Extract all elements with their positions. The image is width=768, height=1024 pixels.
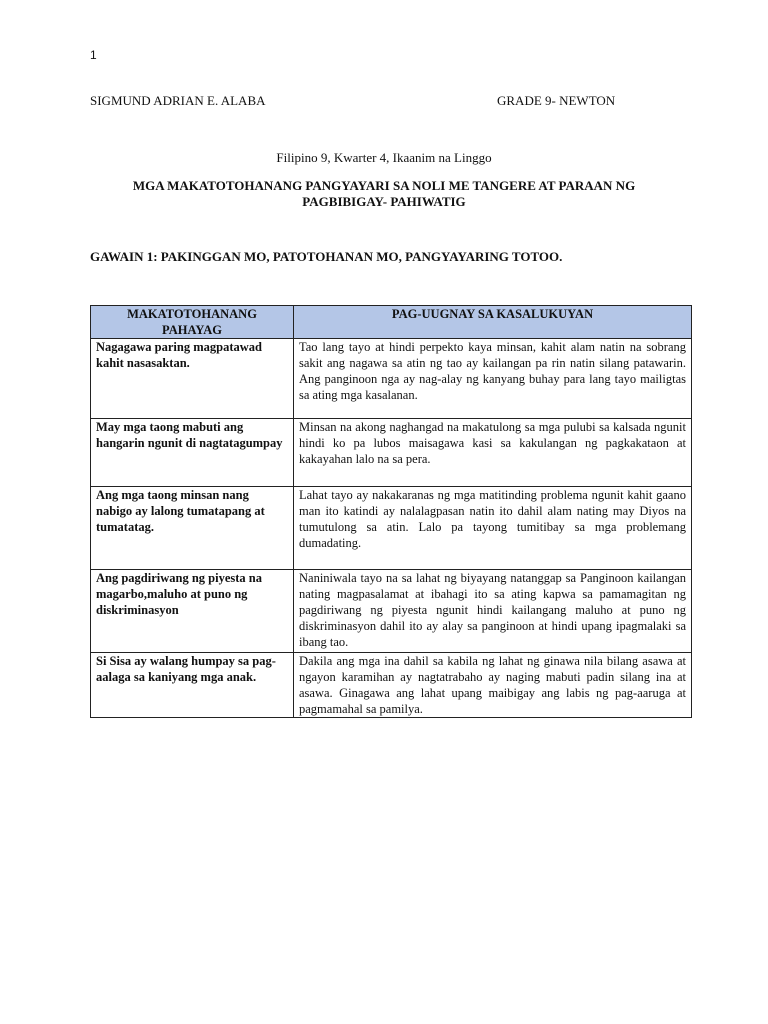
page-number: 1 [90,48,97,62]
table-row [91,339,692,419]
table-header-row [91,306,692,339]
relation-cell: Dakila ang mga ina dahil sa kabila ng lahat ng ginawa nila bilang asawa at ngayon karamihan ay nagtatrabaho ay naging mabuti padin silang ina at asawa. Ginagawa ang lahat upang maibigay ang labis ng pag-aaruga at pagmamahal sa pamilya. [294,653,692,718]
table-row [91,419,692,487]
header-statement: MAKATOTOHANANG PAHAYAG [91,306,294,339]
statement-cell: May mga taong mabuti ang hangarin ngunit di nagtatagumpay [91,419,294,487]
statement-cell: Ang mga taong minsan nang nabigo ay lalong tumatapang at tumatatag. [91,487,294,570]
table-row [91,487,692,570]
grade-section: GRADE 9- NEWTON [497,93,616,108]
relation-cell: Naniniwala tayo na sa lahat ng biyayang natanggap sa Panginoon kailangan nating magpasalamat at ibahagi ito sa ating kapwa sa pamamagitan ng pagdiriwang ng piyesta ngunit hindi kailangang maluho at puno ng diskriminasyon dahil ito ay alay sa panginoon at hindi upang ipagmalaki sa ibang tao. [294,570,692,653]
relation-cell: Minsan na akong naghangad na makatulong sa mga pulubi sa kalsada ngunit hindi ko pa lubos maisagawa kasi sa kakulangan ng pagkakataon at kakayahan lalo na sa pera. [294,419,692,487]
author-name: SIGMUND ADRIAN E. ALABA [90,93,266,108]
statement-cell: Si Sisa ay walang humpay sa pag-aalaga sa kaniyang mga anak. [91,653,294,718]
relation-cell: Lahat tayo ay nakakaranas ng mga matitinding problema ngunit kahit gaano man ito katindi ay nalalagpasan natin ito dahil alam nating may Diyos na tumutulong sa atin. Lalo pa tayong tumitibay sa mga problemang dumadating. [294,487,692,570]
activity-title: GAWAIN 1: PAKINGGAN MO, PATOTOHANAN MO, PANGYAYARING TOTOO. [90,249,563,264]
header-relation: PAG-UUGNAY SA KASALUKUYAN [294,306,692,339]
table-row [91,570,692,653]
document-title: MGA MAKATOTOHANANG PANGYAYARI SA NOLI ME TANGERE AT PARAAN NG PAGBIBIGAY- PAHIWATIG [132,178,636,209]
subject-line: Filipino 9, Kwarter 4, Ikaanim na Linggo [276,150,492,165]
statement-cell: Ang pagdiriwang ng piyesta na magarbo,maluho at puno ng diskriminasyon [91,570,294,653]
statement-cell: Nagagawa paring magpatawad kahit nasasaktan. [91,339,294,419]
table-row [91,653,692,718]
relation-cell: Tao lang tayo at hindi perpekto kaya minsan, kahit alam natin na sobrang sakit ang nagawa sa atin ng tao ay kailangan pa rin natin silang patawarin. Ang panginoon nga ay nag-alay ng kanyang buhay para lang tayo mailigtas sa ating mga kasalanan. [294,339,692,419]
activity-table [90,305,692,718]
